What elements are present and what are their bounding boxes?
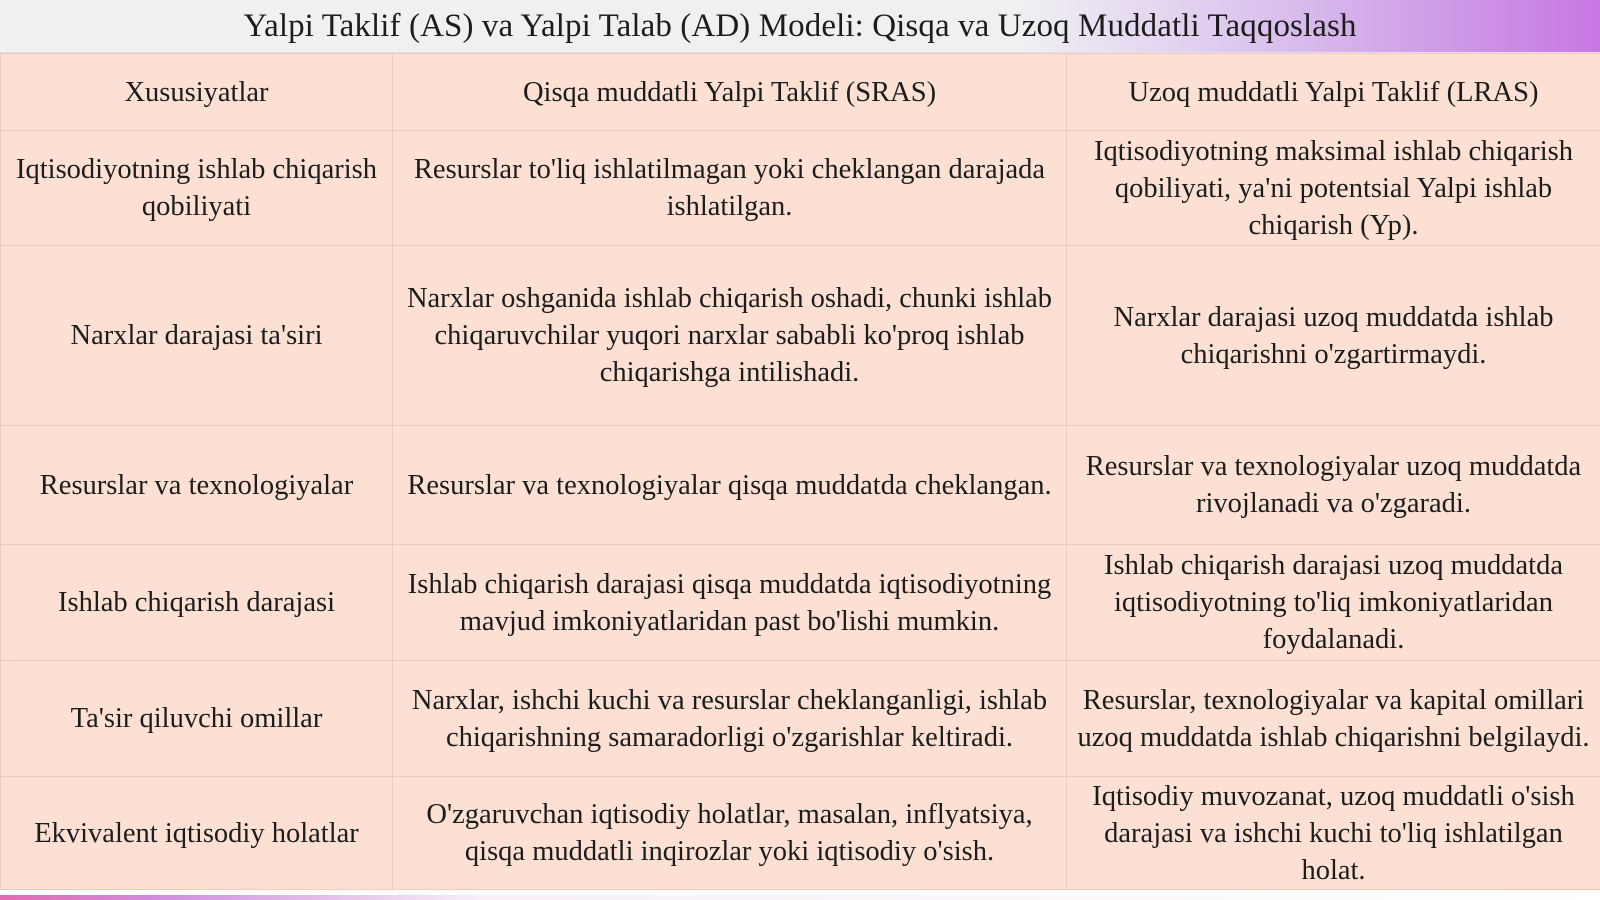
table-header-row: [1, 54, 1600, 131]
row-lras-cell: Narxlar darajasi uzoq muddatda ishlab chiqarishni o'zgartirmaydi.: [1067, 246, 1600, 426]
column-header-lras: Uzoq muddatli Yalpi Taklif (LRAS): [1067, 54, 1600, 131]
row-lras-cell: Resurslar va texnologiyalar uzoq muddatda rivojlanadi va o'zgaradi.: [1067, 426, 1600, 545]
table-row: [1, 545, 1600, 661]
row-sras-cell: O'zgaruvchan iqtisodiy holatlar, masalan, inflyatsiya, qisqa muddatli inqirozlar yoki iqtisodiy o'sish.: [393, 777, 1067, 890]
column-header-sras: Qisqa muddatli Yalpi Taklif (SRAS): [393, 54, 1067, 131]
table-row: [1, 661, 1600, 777]
row-feature-cell: Iqtisodiyotning ishlab chiqarish qobiliyati: [1, 131, 393, 246]
row-lras-cell: Resurslar, texnologiyalar va kapital omillari uzoq muddatda ishlab chiqarishni belgilaydi.: [1067, 661, 1600, 777]
row-feature-cell: Ta'sir qiluvchi omillar: [1, 661, 393, 777]
row-lras-cell: Ishlab chiqarish darajasi uzoq muddatda iqtisodiyotning to'liq imkoniyatlaridan foydalanadi.: [1067, 545, 1600, 661]
column-header-features: Xususiyatlar: [1, 54, 393, 131]
table-row: [1, 426, 1600, 545]
row-feature-cell: Narxlar darajasi ta'siri: [1, 246, 393, 426]
decorative-bottom-strip: [0, 895, 1600, 900]
comparison-table: [0, 53, 1600, 890]
row-sras-cell: Resurslar va texnologiyalar qisqa muddatda cheklangan.: [393, 426, 1067, 545]
row-sras-cell: Narxlar oshganida ishlab chiqarish oshadi, chunki ishlab chiqaruvchilar yuqori narxlar sababli ko'proq ishlab chiqarishga intilishadi.: [393, 246, 1067, 426]
row-lras-cell: Iqtisodiy muvozanat, uzoq muddatli o'sish darajasi va ishchi kuchi to'liq ishlatilgan holat.: [1067, 777, 1600, 890]
row-lras-cell: Iqtisodiyotning maksimal ishlab chiqarish qobiliyati, ya'ni potentsial Yalpi ishlab chiqarish (Yp).: [1067, 131, 1600, 246]
table-row: [1, 246, 1600, 426]
row-feature-cell: Resurslar va texnologiyalar: [1, 426, 393, 545]
page-title: Yalpi Taklif (AS) va Yalpi Talab (AD) Modeli: Qisqa va Uzoq Muddatli Taqqoslash: [243, 7, 1357, 44]
row-sras-cell: Narxlar, ishchi kuchi va resurslar cheklanganligi, ishlab chiqarishning samaradorligi o'zgarishlar keltiradi.: [393, 661, 1067, 777]
title-bar: [0, 0, 1600, 53]
table-row: [1, 777, 1600, 890]
row-feature-cell: Ishlab chiqarish darajasi: [1, 545, 393, 661]
row-sras-cell: Resurslar to'liq ishlatilmagan yoki cheklangan darajada ishlatilgan.: [393, 131, 1067, 246]
row-sras-cell: Ishlab chiqarish darajasi qisqa muddatda iqtisodiyotning mavjud imkoniyatlaridan past bo'lishi mumkin.: [393, 545, 1067, 661]
table-row: [1, 131, 1600, 246]
row-feature-cell: Ekvivalent iqtisodiy holatlar: [1, 777, 393, 890]
